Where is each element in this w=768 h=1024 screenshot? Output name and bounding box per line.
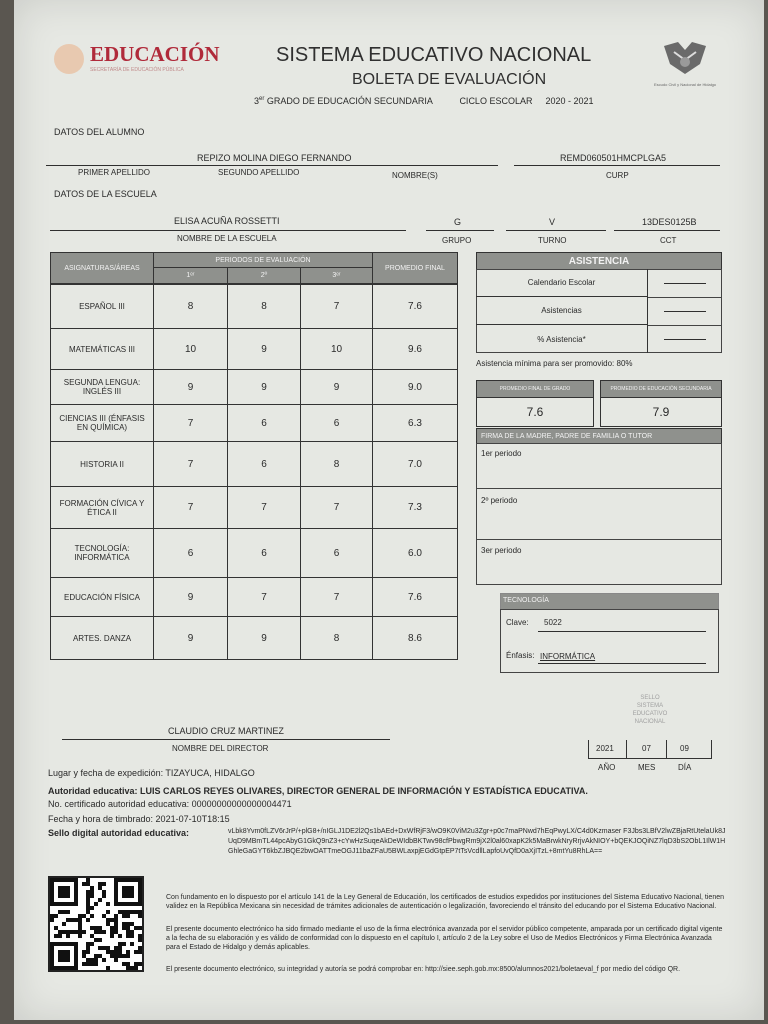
period-grade-p1: 10 — [153, 328, 228, 370]
student-full-name: REPIZO MOLINA DIEGO FERNANDO — [197, 153, 352, 163]
period-grade-p1: 7 — [153, 404, 228, 442]
report-card-paper — [14, 0, 764, 1020]
school-section-label: DATOS DE LA ESCUELA — [54, 189, 157, 199]
page-title: SISTEMA EDUCATIVO NACIONAL — [276, 44, 592, 66]
subject-name: ARTES. DANZA — [50, 616, 154, 660]
period-grade-p3: 9 — [300, 369, 373, 405]
ciclo-label: CICLO ESCOLAR — [459, 96, 533, 106]
date-divider-2 — [666, 740, 667, 758]
period-1-header: 1ᵉʳ — [153, 267, 228, 284]
period-grade-p1: 9 — [153, 369, 228, 405]
subject-name: MATEMÁTICAS III — [50, 328, 154, 370]
subject-name: SEGUNDA LENGUA: INGLÉS III — [50, 369, 154, 405]
date-divider-1 — [626, 740, 627, 758]
subject-name: TECNOLOGÍA: INFORMÁTICA — [50, 528, 154, 578]
qr-code[interactable] — [48, 876, 144, 972]
subject-name: ESPAÑOL III — [50, 284, 154, 329]
asistencia-header: ASISTENCIA — [476, 252, 722, 270]
period-grade-p3: 8 — [300, 441, 373, 487]
asistencia-dash-3 — [664, 339, 706, 340]
tecnologia-title: TECNOLOGÍA — [503, 597, 549, 604]
grade-sup: er — [259, 96, 265, 102]
student-name-underline — [46, 165, 498, 166]
period-grade-p3: 10 — [300, 328, 373, 370]
period-grade-p2: 7 — [227, 577, 301, 617]
tecnologia-enfasis-value: INFORMÁTICA — [540, 652, 596, 661]
label-day: DÍA — [678, 763, 692, 772]
period-grade-p2: 9 — [227, 616, 301, 660]
final-grade: 7.0 — [372, 441, 458, 487]
asistencia-row-divider-2 — [648, 325, 722, 326]
tecnologia-clave-label: Clave: — [506, 618, 529, 627]
period-grade-p3: 6 — [300, 404, 373, 442]
period-grade-p2: 8 — [227, 284, 301, 329]
label-school-name: NOMBRE DE LA ESCUELA — [177, 234, 277, 243]
period-grade-p2: 7 — [227, 486, 301, 529]
period-3-header: 3ᵉʳ — [300, 267, 373, 284]
grade-prefix: 3 — [254, 96, 260, 106]
period-2-header: 2º — [227, 267, 301, 284]
subjects-header: ASIGNATURAS/ÁREAS — [50, 252, 154, 284]
legal-text-3: El presente documento electrónico, su integridad y autoría se podrá comprobar en: http://siee.seph.gob.mx:8500/alumnos2021/boletaeval_f por medio del código QR. — [166, 966, 681, 973]
period-grade-p2: 6 — [227, 528, 301, 578]
seal-caption: Escudo Civil y Nacional de Hidalgo — [654, 82, 717, 87]
period-grade-p3: 7 — [300, 577, 373, 617]
student-curp: REMD060501HMCPLGA5 — [560, 153, 667, 163]
logo-text: EDUCACIÓN — [90, 42, 220, 66]
sep-logo-emblem — [54, 44, 84, 74]
period-grade-p1: 9 — [153, 616, 228, 660]
school-name: ELISA ACUÑA ROSSETTI — [174, 216, 280, 226]
period-grade-p2: 6 — [227, 441, 301, 487]
label-month: MES — [638, 763, 656, 772]
label-grupo: GRUPO — [442, 236, 472, 245]
asistencia-row-divider-1 — [648, 297, 722, 298]
period-grade-p1: 9 — [153, 577, 228, 617]
label-primer-apellido: PRIMER APELLIDO — [78, 168, 151, 177]
label-nombres: NOMBRE(S) — [392, 171, 438, 180]
period-grade-p3: 8 — [300, 616, 373, 660]
date-year: 2021 — [596, 744, 614, 753]
lugar-fecha: Lugar y fecha de expedición: TIZAYUCA, HIDALGO — [48, 768, 255, 778]
period-grade-p2: 9 — [227, 328, 301, 370]
period-grade-p2: 6 — [227, 404, 301, 442]
period-grade-p2: 9 — [227, 369, 301, 405]
tecnologia-clave-value: 5022 — [544, 618, 562, 627]
hidalgo-seal-icon — [660, 40, 710, 84]
asistencia-row-calendario: Calendario Escolar — [476, 269, 648, 297]
label-curp: CURP — [606, 171, 629, 180]
final-grade: 9.6 — [372, 328, 458, 370]
director-label: NOMBRE DEL DIRECTOR — [172, 744, 269, 753]
subject-name: FORMACIÓN CÍVICA Y ÉTICA II — [50, 486, 154, 529]
firma-periodo-3-label: 3er periodo — [481, 546, 522, 555]
period-grade-p3: 7 — [300, 284, 373, 329]
period-grade-p3: 7 — [300, 486, 373, 529]
legal-text-2: El presente documento electrónico ha sido firmado mediante el uso de la firma electrónica avanzada por el servidor público competente, amparada por un certificado digital vigente a la fecha de su elaboración y es válido de conformidad con lo dispuesto en el capítulo I, artículo 2 de la Ley sobre el Uso de Medios Electrónicos y Firma Electrónica Avanzada para el Estado de Hidalgo y demás aplicables. — [166, 926, 723, 951]
school-grupo-underline — [426, 230, 494, 231]
period-grade-p1: 7 — [153, 441, 228, 487]
page-subtitle: BOLETA DE EVALUACIÓN — [352, 71, 547, 88]
period-grade-p1: 7 — [153, 486, 228, 529]
sello-text: SELLO SISTEMA EDUCATIVO NACIONAL — [632, 695, 668, 725]
tecnologia-enfasis-label: Énfasis: — [506, 651, 535, 660]
fecha-timbrado: Fecha y hora de timbrado: 2021-07-10T18:15 — [48, 814, 230, 824]
school-turno-underline — [506, 230, 606, 231]
school-cct: 13DES0125B — [642, 217, 697, 227]
date-month: 07 — [642, 744, 651, 753]
final-grade: 8.6 — [372, 616, 458, 660]
firma-periodo-2-label: 2º periodo — [481, 496, 518, 505]
period-grade-p1: 6 — [153, 528, 228, 578]
student-section-label: DATOS DEL ALUMNO — [54, 127, 145, 137]
promedio-grado-header: PROMEDIO FINAL DE GRADO — [476, 380, 594, 398]
label-year: AÑO — [598, 763, 616, 772]
director-name: CLAUDIO CRUZ MARTINEZ — [168, 726, 284, 736]
label-cct: CCT — [660, 236, 677, 245]
school-grupo: G — [454, 217, 462, 227]
label-segundo-apellido: SEGUNDO APELLIDO — [218, 168, 300, 177]
no-certificado: No. certificado autoridad educativa: 00000000000000004471 — [48, 799, 292, 809]
sello-digital-label: Sello digital autoridad educativa: — [48, 828, 190, 838]
subject-name: EDUCACIÓN FÍSICA — [50, 577, 154, 617]
grade-text: GRADO DE EDUCACIÓN SECUNDARIA — [266, 96, 433, 106]
final-grade: 7.6 — [372, 284, 458, 329]
asistencia-dash-1 — [664, 283, 706, 284]
logo-subtext: SECRETARÍA DE EDUCACIÓN PÚBLICA — [90, 67, 184, 73]
final-grade: 6.0 — [372, 528, 458, 578]
sello-digital-value: vLbk8Yvm0fLZV6rJrP/+plG8+/nIGLJ1DE2l2Qs1bAEd+DxWfRjF3/wO9K0ViM2u3Zgr+p0c7maPNwd7hEqPwyLX/C4d0Kzmaser F3Jbs3LBfV2lwZBjaRtUtelaUk8JUqD9MBmTL44pcAbyG1GkQ9nZ3+cYwHzSuqeAkDeWIdbBKTwv98cfPbwgRm9jX2l0al60xapK2k5MaBrwkNryRrjvAkNIOY+bQEKJOQiNZ7lqD3bS2ObL1IlW1HGhleGaGYT6kbZJBQE2bwOATTmeOGJ11baZFaU5BWLaxpjEGdGtpEP7tTsVcdllLapfoUvQfD0aXjITzL+8mtYu8RhLA== — [228, 828, 726, 855]
school-cct-underline — [614, 230, 720, 231]
promedio-secundaria-value: 7.9 — [600, 397, 722, 427]
final-grade: 7.6 — [372, 577, 458, 617]
firma-header: FIRMA DE LA MADRE, PADRE DE FAMILIA O TUTOR — [476, 428, 722, 444]
promedio-grado-value: 7.6 — [476, 397, 594, 427]
ciclo-value: 2020 - 2021 — [545, 96, 594, 106]
asistencia-row-porcentaje: % Asistencia* — [476, 325, 648, 353]
subject-name: HISTORIA II — [50, 441, 154, 487]
periods-header: PERIODOS DE EVALUACIÓN — [153, 252, 373, 268]
director-underline — [62, 739, 390, 740]
tecnologia-clave-underline — [538, 631, 706, 632]
period-grade-p3: 6 — [300, 528, 373, 578]
final-grade: 6.3 — [372, 404, 458, 442]
firma-periodo-1-label: 1er periodo — [481, 449, 522, 458]
legal-text-1: Con fundamento en lo dispuesto por el artículo 141 de la Ley General de Educación, los certificados de estudios expedidos por instituciones del Sistema Educativo Nacional, tienen validez en la República Mexicana sin necesidad de trámites adicionales de autenticación o legalización, favoreciendo el tránsito del educando por el Sistema Educativo Nacional. — [166, 894, 725, 910]
date-day: 09 — [680, 744, 689, 753]
autoridad-educativa: Autoridad educativa: LUIS CARLOS REYES OLIVARES, DIRECTOR GENERAL DE INFORMACIÓN Y ESTADÍSTICA EDUCATIVA. — [48, 786, 588, 796]
label-turno: TURNO — [538, 236, 567, 245]
subject-name: CIENCIAS III (ÉNFASIS EN QUÍMICA) — [50, 404, 154, 442]
grade-line — [254, 96, 594, 106]
final-header: PROMEDIO FINAL — [372, 252, 458, 284]
asistencia-dash-2 — [664, 311, 706, 312]
final-grade: 9.0 — [372, 369, 458, 405]
school-name-underline — [50, 230, 406, 231]
school-turno: V — [549, 217, 556, 227]
asistencia-note: Asistencia mínima para ser promovido: 80% — [476, 359, 633, 368]
period-grade-p1: 8 — [153, 284, 228, 329]
final-grade: 7.3 — [372, 486, 458, 529]
student-curp-underline — [514, 165, 720, 166]
tecnologia-enfasis-underline — [538, 663, 706, 664]
promedio-secundaria-header: PROMEDIO DE EDUCACIÓN SECUNDARIA — [600, 380, 722, 398]
asistencia-row-asistencias: Asistencias — [476, 297, 648, 325]
